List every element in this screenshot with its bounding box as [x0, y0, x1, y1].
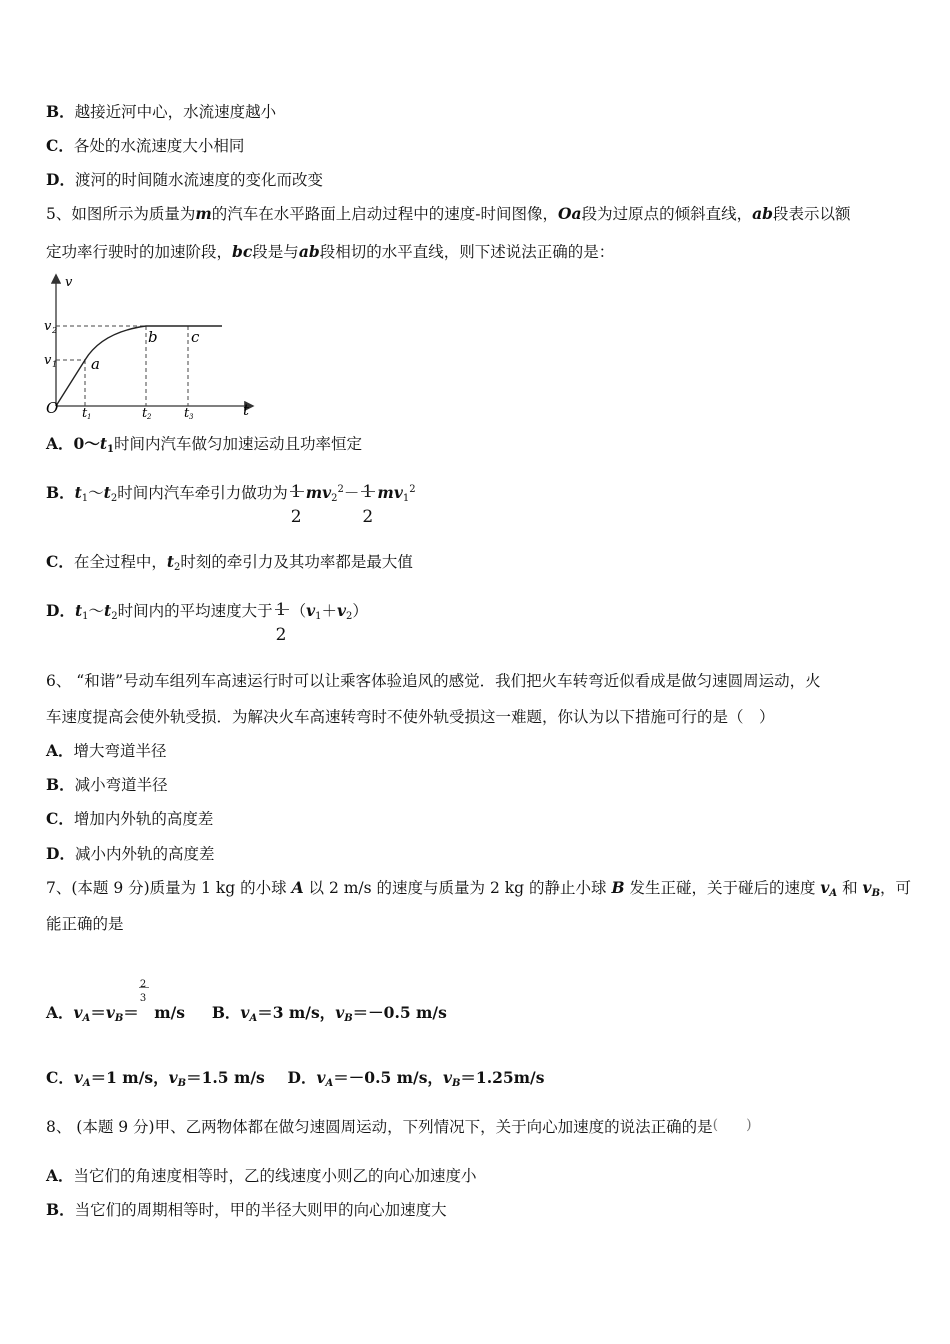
option-var: mv [305, 483, 332, 502]
fraction-one-half: 1 2 [275, 586, 289, 634]
stem-var: B [611, 878, 625, 897]
q7-option-d: D．$v_A=-0.5$ m/s，$v_B=1.25m/s$ [287, 1068, 545, 1089]
option-sup: 2 [337, 484, 344, 495]
option-var: t [74, 483, 82, 502]
q6-option-a [46, 740, 167, 762]
stem-text: 定功率行驶时的加速阶段， [46, 243, 233, 261]
t1-sub: 1 [87, 413, 92, 420]
option-letter: B． [46, 1200, 75, 1219]
option-var: v [337, 601, 347, 620]
q7-stem-line1 [46, 877, 911, 905]
q7-option-a: A．$v_A=v_B=$ 2 3 m/s [46, 979, 185, 1024]
x-axis-label: t [243, 401, 250, 419]
q7-stem-line2: 能正确的是 [46, 915, 124, 933]
option-text: （ [290, 602, 307, 620]
option-text: 减小弯道半径 [74, 776, 168, 794]
option-var: mv [377, 483, 403, 502]
stem-text: 5、如图所示为质量为 [46, 205, 196, 223]
option-sub: 1 [81, 493, 89, 504]
q6-option-d [46, 843, 214, 865]
option-text: 越接近河中心，水流速度越小 [74, 103, 277, 121]
option-letter: B． [46, 775, 75, 794]
option-text: ） [352, 602, 368, 620]
point-a-label: a [91, 355, 100, 373]
q7-option-b: B．$v_A=3$ m/s，$v_B=-0.5$ m/s [211, 1003, 447, 1024]
stem-text: 以 2 m/s 的速度与质量为 2 kg 的静止小球 [303, 879, 612, 897]
stem-text: 的汽车在水平路面上启动过程中的速度-时间图像， [211, 205, 559, 223]
q5-option-b [46, 466, 416, 527]
fraction-one-half: 1 2 [290, 468, 304, 516]
stem-var: Oa [558, 204, 582, 223]
option-text: 时间内汽车牵引力做功为 [117, 484, 288, 502]
option-text: 增加内外轨的高度差 [73, 810, 214, 828]
q6-option-b [46, 774, 168, 796]
option-text: ～ [88, 602, 105, 620]
fraction-two-thirds: 2 3 [139, 980, 149, 1010]
v2-label: v [44, 319, 52, 334]
option-letter: C． [46, 809, 74, 828]
q6-option-c [46, 808, 213, 830]
option-sub: 2 [110, 493, 118, 504]
point-b-label: b [148, 328, 158, 346]
q5-option-c [46, 551, 413, 579]
option-text: － [343, 484, 360, 502]
stem-text: ，可 [880, 879, 912, 897]
option-text: 当它们的角速度相等时，乙的线速度小则乙的向心加速度小 [73, 1167, 477, 1185]
stem-var: v [820, 878, 830, 897]
q7-option-c: C．$v_A=1$ m/s，$v_B=1.5$ m/s [46, 1068, 265, 1089]
option-text: 增大弯道半径 [73, 742, 167, 760]
option-text: 时间内的平均速度大于 [117, 602, 273, 620]
option-var: t [99, 434, 107, 453]
stem-var: ab [752, 204, 773, 223]
option-letter: D． [287, 1068, 317, 1087]
option-var: t [104, 601, 112, 620]
q8-option-a [46, 1165, 477, 1187]
q5-stem-line2 [46, 241, 614, 263]
q7-options-cd [46, 1067, 544, 1095]
option-sub: 1 [315, 611, 322, 622]
option-letter: B． [211, 1003, 241, 1022]
option-letter: D． [46, 170, 75, 189]
v2-sub: 2 [52, 326, 58, 335]
y-axis-label: v [65, 275, 73, 290]
option-sub: 1 [82, 611, 89, 622]
answer-blank: () [712, 1117, 780, 1133]
option-sub: 1 [402, 493, 410, 504]
option-text: 时间内汽车做匀加速运动且功率恒定 [113, 435, 362, 453]
t2-label: t [142, 406, 148, 420]
option-letter: D． [46, 844, 75, 863]
q5-option-d [46, 586, 368, 645]
stem-text: 发生正碰，关于碰后的速度 [624, 879, 821, 897]
option-letter: A． [46, 1166, 74, 1185]
q5-option-a [46, 433, 362, 461]
stem-var: v [862, 878, 872, 897]
option-letter: A． [46, 434, 74, 453]
option-letter: A． [46, 1003, 74, 1022]
stem-var: bc [232, 242, 253, 261]
option-text: ＋ [321, 602, 337, 620]
option-text: 0～ [73, 434, 100, 453]
origin-label: O [46, 399, 59, 417]
option-text: ～ [88, 484, 104, 502]
option-letter: B． [46, 483, 75, 502]
q8-option-b [46, 1199, 447, 1221]
option-letter: C． [46, 1068, 74, 1087]
option-text: 时刻的牵引力及其功率都是最大值 [180, 553, 413, 571]
option-sub: 2 [111, 611, 118, 622]
option-var: v [306, 601, 316, 620]
t2-sub: 2 [147, 413, 152, 420]
option-letter: D． [46, 601, 75, 620]
stem-var: m [195, 204, 212, 223]
option-sup: 2 [409, 484, 416, 495]
velocity-time-graph [40, 270, 260, 420]
q7-options-ab [46, 980, 447, 1030]
q8-stem [46, 1114, 780, 1138]
fraction-one-half: 1 2 [361, 468, 375, 516]
option-var: t [103, 483, 111, 502]
q6-stem-line2: 车速度提高会使外轨受损．为解决火车高速转弯时不使外轨受损这一难题，你认为以下措施可行的是（ ） [46, 708, 775, 726]
point-c-label: c [191, 328, 200, 346]
option-letter: A． [46, 741, 74, 760]
option-letter: B． [46, 102, 75, 121]
v1-label: v [44, 353, 52, 368]
v1-sub: 1 [52, 360, 58, 369]
q4-option-c [46, 135, 244, 157]
option-text: 在全过程中， [73, 553, 167, 571]
stem-text: 8、 (本题 9 分)甲、乙两物体都在做匀速圆周运动，下列情况下，关于向心加速度的说法正确的是 [46, 1118, 713, 1136]
t3-sub: 3 [189, 413, 194, 420]
stem-text: 段相切的水平直线，则下述说法正确的是： [319, 243, 615, 261]
option-sub: 2 [174, 562, 181, 573]
option-sub: 2 [331, 493, 338, 504]
option-var: t [74, 601, 83, 620]
option-var: t [166, 552, 175, 571]
option-letter: C． [46, 552, 74, 571]
option-letter: C． [46, 136, 74, 155]
option-text: 当它们的周期相等时，甲的半径大则甲的向心加速度大 [74, 1201, 447, 1219]
option-text: 各处的水流速度大小相同 [73, 137, 245, 155]
stem-text: 和 [837, 879, 863, 897]
option-text: 减小内外轨的高度差 [74, 845, 215, 863]
option-sub: 2 [346, 611, 353, 622]
stem-sub: B [871, 888, 881, 899]
stem-var: ab [298, 242, 320, 261]
t1-label: t [82, 406, 88, 420]
stem-var: A [291, 878, 304, 897]
t3-label: t [184, 406, 190, 420]
stem-text: 段是与 [252, 243, 299, 261]
q5-stem-line1 [46, 203, 851, 225]
stem-sub: A [829, 888, 838, 899]
stem-text: 段为过原点的倾斜直线， [581, 205, 753, 223]
q4-option-d [46, 169, 323, 191]
stem-text: 7、(本题 9 分)质量为 1 kg 的小球 [46, 879, 292, 897]
option-sub: 1 [107, 444, 114, 455]
q6-stem-line1: 6、 “和谐”号动车组列车高速运行时可以让乘客体验追风的感觉．我们把火车转弯近似看成是做匀速圆周运动，火 [46, 672, 821, 690]
stem-text: 段表示以额 [772, 205, 851, 223]
q4-option-b [46, 101, 276, 123]
option-text: 渡河的时间随水流速度的变化而改变 [74, 171, 323, 189]
